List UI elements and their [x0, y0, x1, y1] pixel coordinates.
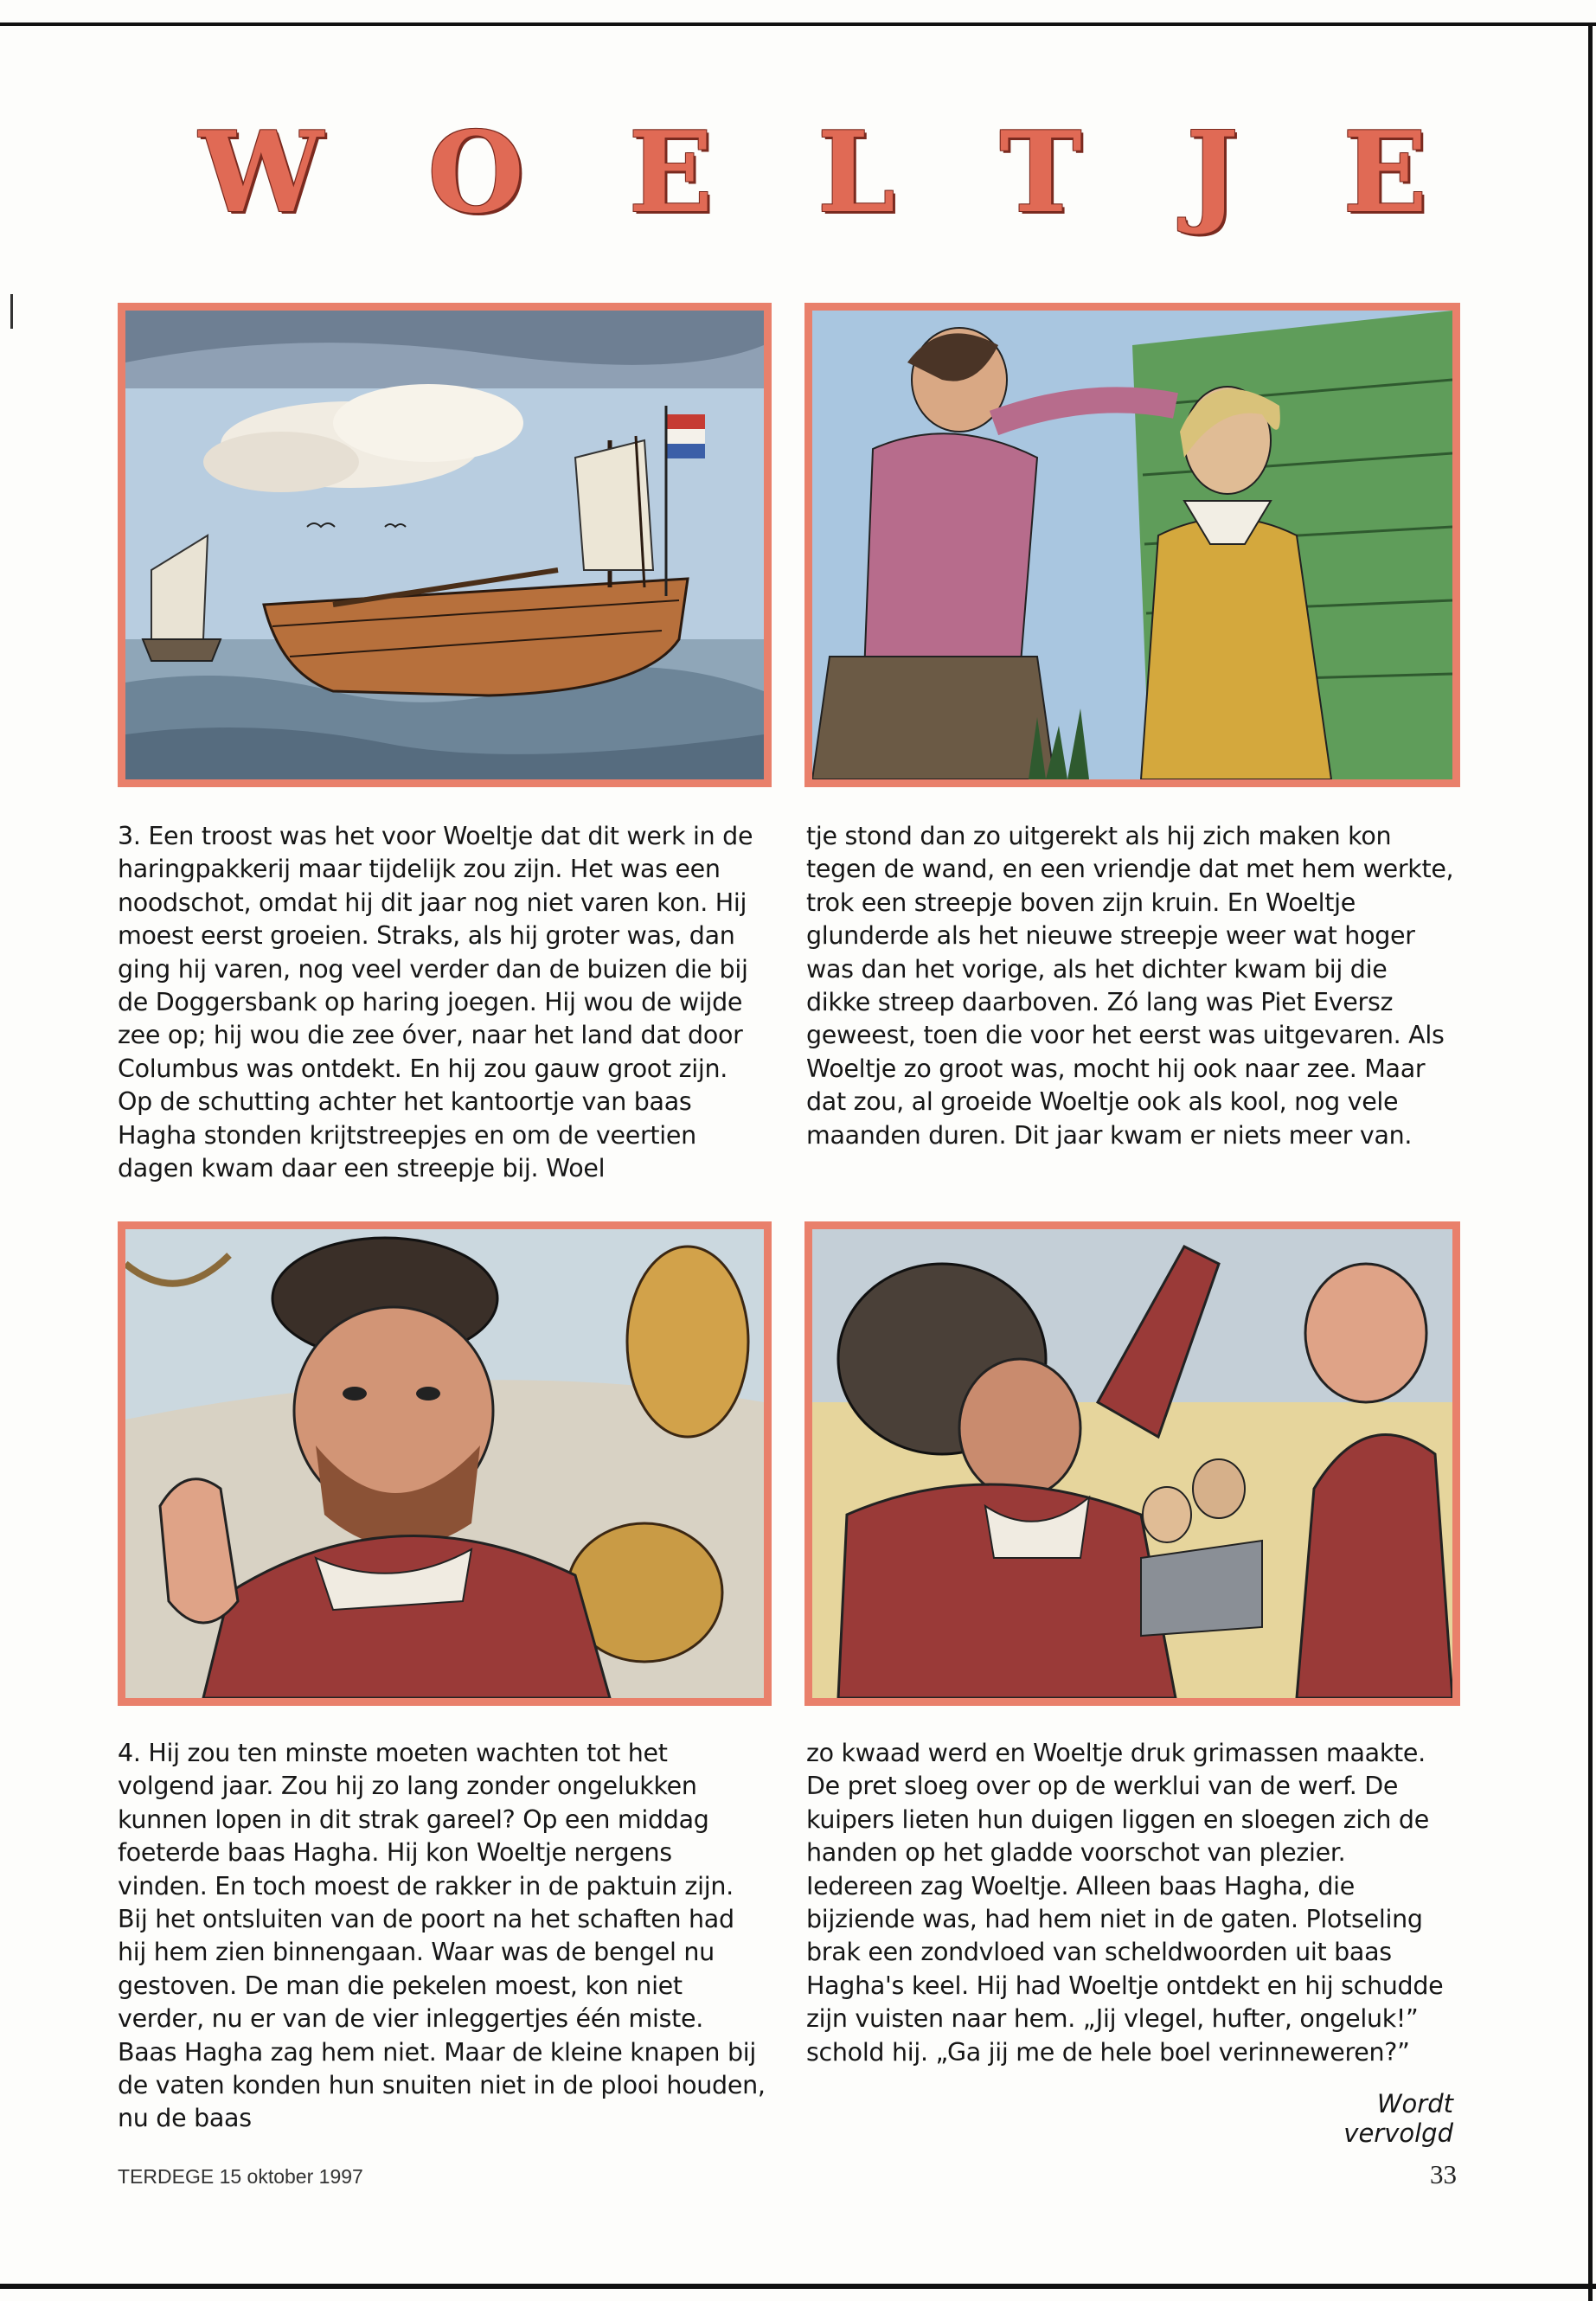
publication-footer: TERDEGE 15 oktober 1997 — [118, 2165, 363, 2188]
scan-edge-mark — [10, 294, 13, 329]
measuring-boy-illustration-icon — [812, 311, 1452, 779]
story-text-section-3-right: tje stond dan zo uitgerekt als hij zich maken kon tegen de wand, en een vriendje dat met hem werkte, trok een streepje boven zijn kruin. En Woeltje glunderde als het nieuwe streepje weer wat hoger was dan het vorige, als het dichter kwam bij die dikke streep daarboven. Zó lang was Piet Eversz geweest, toen die voor het eerst was uitgevaren. Als Woeltje zo groot was, mocht hij ook naar zee. Maar dat zou, al groeide Woeltje ook als kool, nog vele maanden duren. Dit jaar kwam er niets meer van. — [806, 822, 1454, 1150]
ship-illustration-icon — [125, 311, 764, 779]
illustration-panel-measuring — [804, 303, 1460, 787]
title-letter: E — [628, 108, 714, 238]
story-text-section-4-left: 4. Hij zou ten minste moeten wachten tot het volgend jaar. Zou hij zo lang zonder ongelukken kunnen lopen in dit strak gareel? Op een middag foeterde baas Hagha. Hij kon Woeltje nergens vinden. En toch moest de rakker in de paktuin zijn. Bij het ontsluiten van de poort na het schaften had hij hem zien binnengaan. Waar was de bengel nu gestoven. De man die pekelen moest, kon niet verder, nu er van de vier inleggertjes één miste. Baas Hagha zag hem niet. Maar de kleine knapen bij de vaten konden hun snuiten niet in de plooi houden, nu de baas — [118, 1739, 766, 2133]
to-be-continued: Wordt vervolgd — [1343, 2089, 1453, 2148]
page-number: 33 — [1430, 2159, 1457, 2189]
illustration-panel-raised-fist — [804, 1221, 1460, 1706]
title-letter: O — [427, 108, 524, 238]
scan-edge-top — [0, 22, 1596, 26]
illustration-panel-ship — [118, 303, 772, 787]
scan-edge-bottom — [0, 2284, 1596, 2289]
illustration-panel-angry-man — [118, 1221, 772, 1706]
story-text-section-4-right: zo kwaad werd en Woeltje druk grimassen maakte. De pret sloeg over op de werklui van de werf. De kuipers lieten hun duigen liggen en sloegen zich de handen op het gladde voorschot van plezier. Iedereen zag Woeltje. Alleen baas Hagha, die bijziende was, had hem niet in de gaten. Plotseling brak een zondvloed van scheldwoorden uit baas Hagha's keel. Hij had Woeltje ontdekt en hij schudde zijn vuisten naar hem. „Jij vlegel, hufter, ongeluk!” schold hij. „Ga jij me de hele boel verinneweren?” — [806, 1739, 1444, 2067]
title-letter: E — [1343, 108, 1427, 238]
title-letter: J — [1186, 108, 1239, 238]
title-letter: L — [817, 108, 895, 238]
raised-fist-illustration-icon — [812, 1229, 1452, 1698]
title-letter: T — [999, 108, 1082, 238]
angry-man-illustration-icon — [125, 1229, 764, 1698]
story-text-section-3-left: 3. Een troost was het voor Woeltje dat dit werk in de haringpakkerij maar tijdelijk zou zijn. Het was een noodschot, omdat hij dit jaar nog niet varen kon. Hij moest eerst groeien. Straks, als hij groter was, dan ging hij varen, nog veel verder dan de buizen die bij de Doggersbank op haring joegen. Hij wou de wijde zee op; hij wou die zee óver, naar het land dat door Columbus was ontdekt. En hij zou gauw groot zijn. Op de schutting achter het kantoortje van baas Hagha stonden krijtstreepjes en om de veertien dagen kwam daar een streepje bij. Woel — [118, 822, 753, 1183]
scan-edge-right — [1588, 22, 1593, 2301]
title-letter: W — [199, 108, 324, 238]
story-title — [199, 108, 1427, 238]
